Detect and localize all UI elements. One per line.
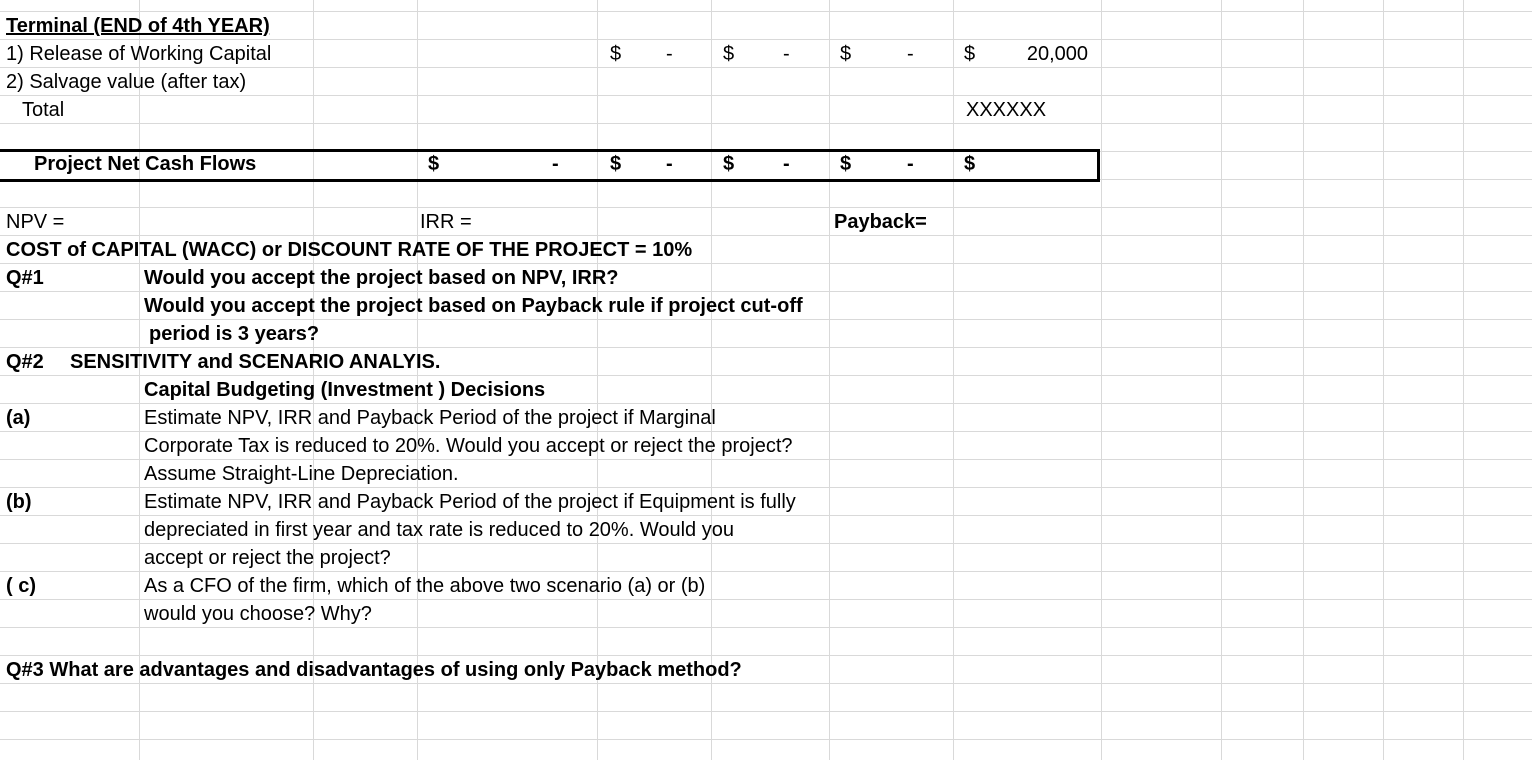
grid-row-line xyxy=(0,263,1532,264)
grid-column-line xyxy=(1303,0,1304,760)
grid-row-line xyxy=(0,39,1532,40)
total-label: Total xyxy=(22,99,65,121)
release-cell-1-symbol: $ xyxy=(610,43,622,65)
grid-column-line xyxy=(829,0,830,760)
q2-label: Q#2 xyxy=(6,351,44,373)
grid-row-line xyxy=(0,319,1532,320)
grid-row-line xyxy=(0,627,1532,628)
grid-row-line xyxy=(0,95,1532,96)
grid-row-line xyxy=(0,571,1532,572)
cash-flow-cell-1-value: - xyxy=(552,153,559,175)
grid-row-line xyxy=(0,487,1532,488)
cash-flow-cell-4-value: - xyxy=(907,153,914,175)
q2-a-label: (a) xyxy=(6,407,31,429)
terminal-heading: Terminal (END of 4th YEAR) xyxy=(6,15,270,37)
grid-row-line xyxy=(0,459,1532,460)
cash-flow-cell-2-symbol: $ xyxy=(610,153,622,175)
q2-b-line-1: Estimate NPV, IRR and Payback Period of the project if Equipment is fully xyxy=(144,491,796,513)
wacc-line: COST of CAPITAL (WACC) or DISCOUNT RATE OF THE PROJECT = 10% xyxy=(6,239,693,261)
grid-row-line xyxy=(0,291,1532,292)
grid-column-line xyxy=(1383,0,1384,760)
q2-b-label: (b) xyxy=(6,491,32,513)
net-cash-flows-label: Project Net Cash Flows xyxy=(34,153,257,175)
npv-label: NPV = xyxy=(6,211,65,233)
grid-row-line xyxy=(0,515,1532,516)
grid-column-line xyxy=(711,0,712,760)
q1-line-2: Would you accept the project based on Payback rule if project cut-off xyxy=(144,295,803,317)
grid-row-line xyxy=(0,543,1532,544)
grid-column-line xyxy=(1463,0,1464,760)
grid-row-line xyxy=(0,431,1532,432)
release-cell-3-symbol: $ xyxy=(840,43,852,65)
cash-flow-cell-1-symbol: $ xyxy=(428,153,440,175)
grid-row-line xyxy=(0,711,1532,712)
grid-row-line xyxy=(0,11,1532,12)
cash-flow-cell-3-symbol: $ xyxy=(723,153,735,175)
release-cell-3-value: - xyxy=(907,43,914,65)
q2-subtitle: Capital Budgeting (Investment ) Decisions xyxy=(144,379,546,401)
release-label: 1) Release of Working Capital xyxy=(6,43,272,65)
q2-b-line-3: accept or reject the project? xyxy=(144,547,391,569)
release-cell-1-value: - xyxy=(666,43,673,65)
grid-row-line xyxy=(0,207,1532,208)
release-cell-4-value: 20,000 xyxy=(1026,43,1088,65)
q2-a-line-1: Estimate NPV, IRR and Payback Period of the project if Marginal xyxy=(144,407,716,429)
payback-label: Payback= xyxy=(834,211,927,233)
cash-flow-cell-3-value: - xyxy=(783,153,790,175)
grid-row-line xyxy=(0,123,1532,124)
salvage-label: 2) Salvage value (after tax) xyxy=(6,71,247,93)
release-cell-2-symbol: $ xyxy=(723,43,735,65)
grid-row-line xyxy=(0,375,1532,376)
grid-row-line xyxy=(0,655,1532,656)
irr-label: IRR = xyxy=(420,211,472,233)
grid-row-line xyxy=(0,739,1532,740)
grid-row-line xyxy=(0,599,1532,600)
grid-column-line xyxy=(953,0,954,760)
q1-line-1: Would you accept the project based on NPV, IRR? xyxy=(144,267,619,289)
q2-c-line-1: As a CFO of the firm, which of the above two scenario (a) or (b) xyxy=(144,575,706,597)
q2-b-line-2: depreciated in first year and tax rate is reduced to 20%. Would you xyxy=(144,519,734,541)
grid-row-line xyxy=(0,235,1532,236)
q3-question: Q#3 What are advantages and disadvantages of using only Payback method? xyxy=(6,659,742,681)
grid-row-line xyxy=(0,683,1532,684)
release-cell-2-value: - xyxy=(783,43,790,65)
q1-line-3: period is 3 years? xyxy=(149,323,320,345)
cash-flow-cell-4-symbol: $ xyxy=(840,153,852,175)
q2-title: SENSITIVITY and SCENARIO ANALYIS. xyxy=(70,351,441,373)
grid-column-line xyxy=(1101,0,1102,760)
total-value: XXXXXX xyxy=(966,99,1047,121)
release-cell-4-symbol: $ xyxy=(964,43,976,65)
q2-a-line-2: Corporate Tax is reduced to 20%. Would you accept or reject the project? xyxy=(144,435,793,457)
q2-c-line-2: would you choose? Why? xyxy=(144,603,372,625)
cash-flow-cell-2-value: - xyxy=(666,153,673,175)
grid-row-line xyxy=(0,403,1532,404)
cash-flow-cell-5-symbol: $ xyxy=(964,153,976,175)
q2-a-line-3: Assume Straight-Line Depreciation. xyxy=(144,463,459,485)
grid-row-line xyxy=(0,347,1532,348)
q2-c-label: ( c) xyxy=(6,575,36,597)
grid-column-line xyxy=(139,0,140,760)
q1-label: Q#1 xyxy=(6,267,44,289)
grid-column-line xyxy=(597,0,598,760)
grid-row-line xyxy=(0,67,1532,68)
grid-column-line xyxy=(1221,0,1222,760)
